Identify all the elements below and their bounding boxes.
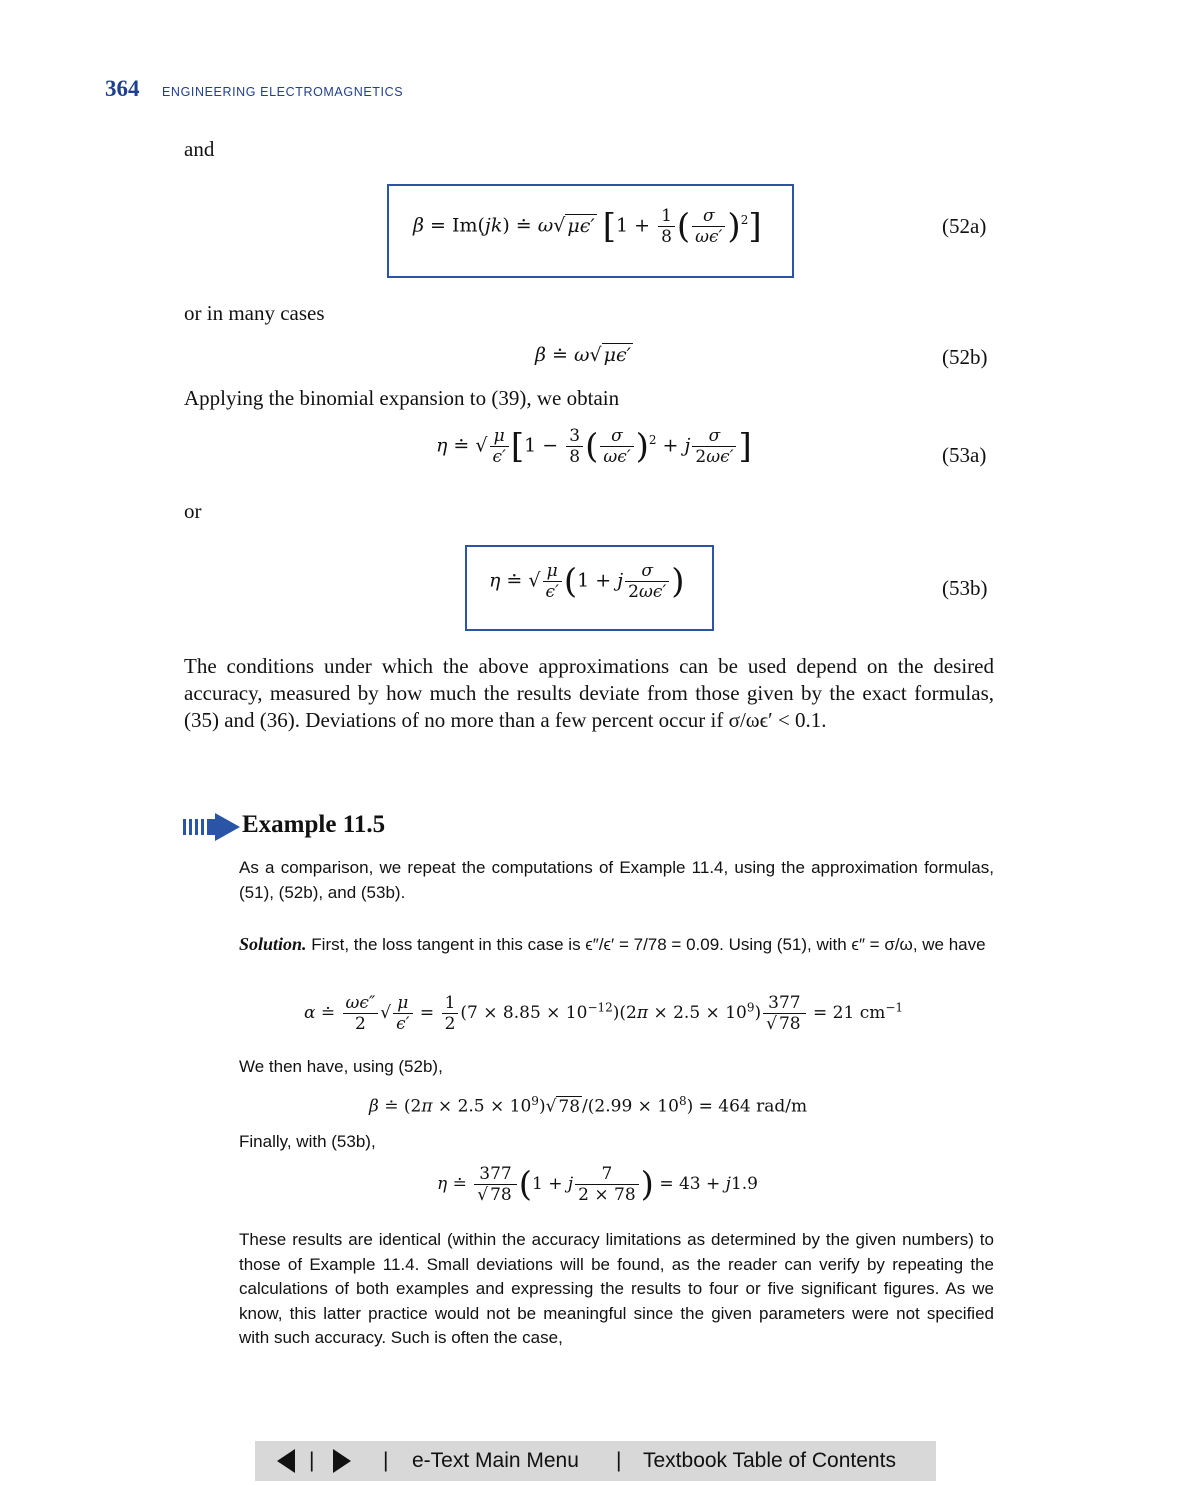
equation-52a: β = Im(jk) ≐ ω√ μϵ′ [1 + $\frac{1}{8}$ ( $\frac{\sigma}{\omega\epsilon'}$ )$^2$] (413, 206, 762, 247)
equation-eta-result: η ≐ $\frac{377}{√ 78}$ (1 + j $\frac{7}{2 \times 78}$ ) = 43 + j1.9 (437, 1164, 758, 1205)
example-solution (239, 932, 994, 958)
main-menu-link[interactable]: e-Text Main Menu (412, 1449, 579, 1472)
equation-number-53a: (53a) (942, 443, 987, 467)
running-head: ENGINEERING ELECTROMAGNETICS (162, 85, 404, 99)
equation-53b-box (465, 545, 714, 631)
equation-53b: η ≐ √ $\frac{\mu}{\epsilon'}$ (1 + j $\frac{\sigma}{2\omega\epsilon'}$ ) (489, 561, 685, 602)
solution-text: First, the loss tangent in this case is ϵ″/ϵ′ = 7/78 = 0.09. Using (51), with ϵ″ = σ/ω, we have (311, 935, 986, 954)
nav-separator: | (383, 1449, 389, 1472)
triangle-right-icon[interactable] (331, 1448, 353, 1480)
text-finally: Finally, with (53b), (239, 1132, 376, 1151)
equation-number-53b: (53b) (942, 576, 988, 600)
nav-separator: | (309, 1449, 315, 1472)
page-number: 364 (105, 76, 140, 101)
equation-alpha: α ≐ $\frac{\omega\epsilon''}{2}$ √ $\frac{\mu}{\epsilon'}$ = $\frac{1}{2}$ $(7 \times 8.85 \times 10^{-12})(2\pi \times 2.5 \times 10^9)$ $\frac{377}{√ 78}$ = 21 $cm^{-1}$ (304, 993, 904, 1034)
text-many-cases: or in many cases (184, 301, 325, 325)
example-title: Example 11.5 (242, 811, 386, 838)
navigation-bar (255, 1441, 936, 1481)
example-conclusion: These results are identical (within the accuracy limitations as determined by the given numbers) to those of Example 11.4. Small deviations will be found, as the reader can verify by repeating the calculations of both examples and expressing the results to four or five significant figures. As we know, this latter practice would not be meaningful since the given parameters were not specified with such accuracy. Such is often the case, (239, 1230, 994, 1347)
text-and: and (184, 137, 215, 161)
solution-label: Solution. (239, 934, 307, 954)
equation-number-52a: (52a) (942, 214, 987, 238)
triangle-left-icon[interactable] (275, 1448, 297, 1480)
equation-52b: β ≐ ω√ μϵ′ (535, 344, 631, 366)
equation-beta-result: β ≐ $(2\pi \times 2.5 \times 10^9)√$ 78 $/(2.99 \times 10^8) = 464$ rad/m (369, 1094, 808, 1117)
example-arrow-icon (183, 812, 241, 846)
equation-53a: η ≐ √ $\frac{\mu}{\epsilon'}$ [1 − $\frac{3}{8}$ ( $\frac{\sigma}{\omega\epsilon'}$ )$^2$ + j $\frac{\sigma}{2\omega\epsilon'}$ ] (436, 426, 752, 467)
equation-52a-box (387, 184, 794, 278)
equation-number-52b: (52b) (942, 345, 988, 369)
nav-separator: | (616, 1449, 622, 1472)
paragraph-conditions: The conditions under which the above approximations can be used depend on the desired accuracy, measured by how much the results deviate from those given by the exact formulas, (35) and (36). Deviations of no more than a few percent occur if σ/ωϵ′ < 0.1. (184, 654, 994, 732)
text-then-have: We then have, using (52b), (239, 1057, 443, 1076)
example-intro: As a comparison, we repeat the computations of Example 11.4, using the approximation formulas, (51), (52b), and (53b). (239, 858, 994, 902)
table-of-contents-link[interactable]: Textbook Table of Contents (643, 1449, 896, 1472)
text-binomial: Applying the binomial expansion to (39), we obtain (184, 386, 620, 410)
text-or: or (184, 499, 202, 523)
